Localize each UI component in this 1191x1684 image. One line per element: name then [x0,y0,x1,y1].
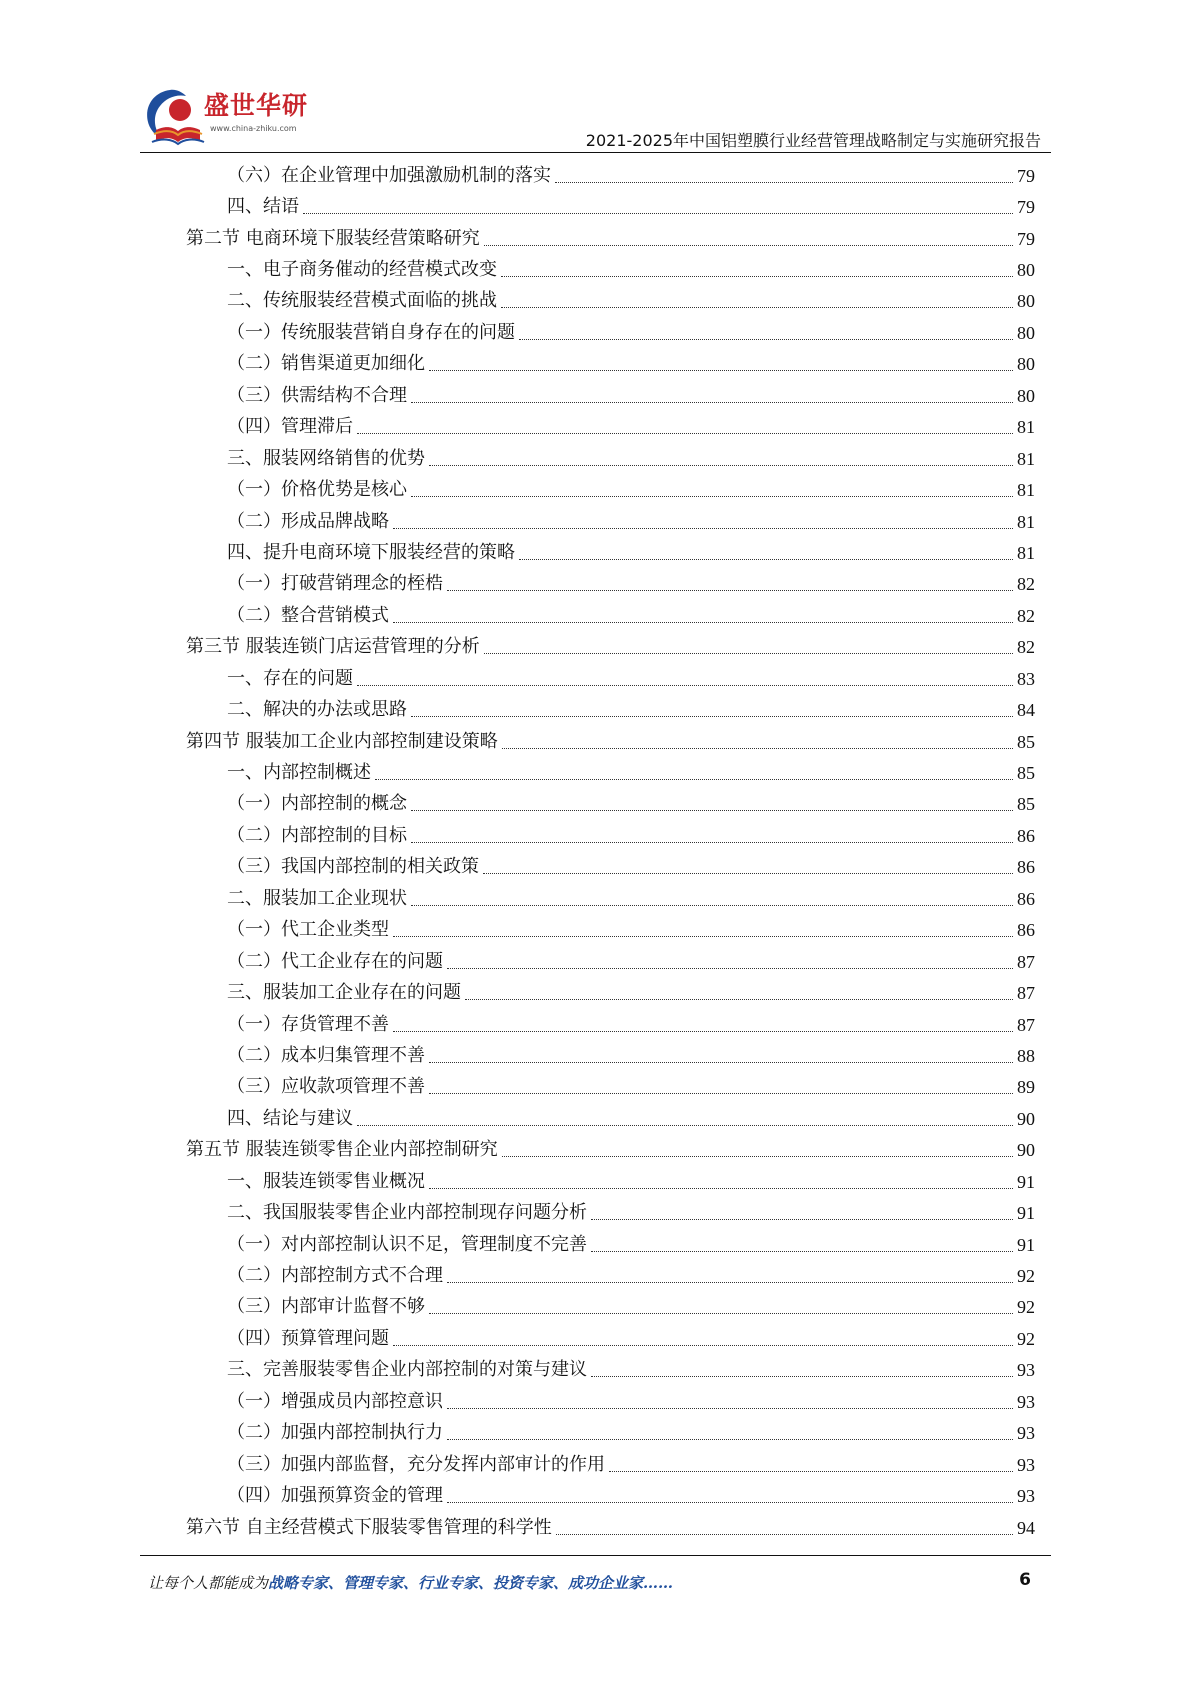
toc-entry[interactable] [0,1260,1035,1291]
toc-entry-title: 三、完善服装零售企业内部控制的对策与建议 [227,1359,587,1381]
toc-entry-page: 91 [1017,1234,1035,1255]
toc-dot-leader [411,809,1013,811]
toc-dot-leader [555,181,1013,183]
toc-entry-title: （六）在企业管理中加强激励机制的落实 [227,164,551,186]
toc-entry-page: 87 [1017,983,1035,1004]
toc-entry[interactable] [0,1103,1035,1134]
toc-dot-leader [357,684,1013,686]
toc-entry-title: （二）形成品牌战略 [227,510,389,532]
toc-entry-title: （四）管理滞后 [227,416,353,438]
toc-dot-leader [447,967,1013,969]
toc-entry[interactable] [0,789,1035,820]
toc-dot-leader [483,872,1013,874]
toc-entry-page: 91 [1017,1203,1035,1224]
header-divider [140,152,1051,153]
report-title: 2021-2025年中国铝塑膜行业经营管理战略制定与实施研究报告 [585,131,1041,150]
toc-entry-page: 86 [1017,857,1035,878]
toc-dot-leader [591,1250,1013,1252]
toc-entry-title: 一、内部控制概述 [227,762,371,784]
book-globe-logo-icon [140,84,206,148]
toc-entry-title: （三）内部审计监督不够 [227,1296,425,1318]
toc-entry[interactable] [0,286,1035,317]
toc-entry-title: 第五节 服装连锁零售企业内部控制研究 [186,1139,498,1161]
toc-entry-title: 第四节 服装加工企业内部控制建设策略 [186,730,498,752]
toc-entry[interactable] [0,883,1035,914]
toc-entry-title: 三、服装网络销售的优势 [227,447,425,469]
toc-entry[interactable] [0,726,1035,757]
toc-dot-leader [393,621,1013,623]
toc-entry-page: 80 [1017,354,1035,375]
toc-entry[interactable] [0,820,1035,851]
toc-entry-title: （二）成本归集管理不善 [227,1044,425,1066]
toc-entry-title: （三）应收款项管理不善 [227,1076,425,1098]
toc-dot-leader [501,275,1013,277]
toc-entry-page: 87 [1017,1014,1035,1035]
toc-entry-title: 一、存在的问题 [227,667,353,689]
toc-entry-title: （一）代工企业类型 [227,919,389,941]
toc-entry-title: （二）加强内部控制执行力 [227,1422,443,1444]
toc-entry[interactable] [0,506,1035,537]
toc-entry-title: 二、传统服装经营模式面临的挑战 [227,290,497,312]
toc-entry[interactable] [0,1009,1035,1040]
toc-entry-page: 79 [1017,165,1035,186]
page-header [0,0,1191,160]
toc-entry[interactable] [0,852,1035,883]
toc-entry[interactable] [0,757,1035,788]
toc-entry-title: 一、电子商务催动的经营模式改变 [227,259,497,281]
toc-dot-leader [357,1124,1013,1126]
brand-name: 盛世华研 [204,91,309,120]
toc-dot-leader [429,1061,1013,1063]
toc-entry[interactable] [0,915,1035,946]
toc-dot-leader [484,652,1013,654]
toc-entry-title: （三）加强内部监督，充分发挥内部审计的作用 [227,1453,605,1475]
toc-dot-leader [411,841,1013,843]
toc-entry-title: 第三节 服装连锁门店运营管理的分析 [186,636,480,658]
toc-entry[interactable] [0,1292,1035,1323]
toc-entry-page: 81 [1017,480,1035,501]
toc-entry-page: 80 [1017,291,1035,312]
toc-entry[interactable] [0,254,1035,285]
toc-dot-leader [411,401,1013,403]
toc-entry-title: 四、提升电商环境下服装经营的策略 [227,541,515,563]
toc-entry[interactable] [0,694,1035,725]
toc-entry[interactable] [0,600,1035,631]
toc-entry-page: 83 [1017,668,1035,689]
toc-entry-title: （三）供需结构不合理 [227,384,407,406]
toc-dot-leader [393,1344,1013,1346]
toc-entry-page: 90 [1017,1108,1035,1129]
toc-dot-leader [556,1533,1013,1535]
toc-dot-leader [484,244,1013,246]
brand-logo [140,84,330,148]
toc-entry[interactable] [0,1512,1035,1543]
toc-entry-page: 94 [1017,1517,1035,1538]
toc-entry-page: 80 [1017,385,1035,406]
toc-dot-leader [411,904,1013,906]
toc-entry-page: 85 [1017,731,1035,752]
footer-slogan-highlight: 战略专家、管理专家、行业专家、投资专家、成功企业家…… [268,1574,674,1592]
footer-divider [140,1555,1051,1556]
toc-dot-leader [393,935,1013,937]
toc-entry-title: （一）内部控制的概念 [227,793,407,815]
toc-entry-page: 82 [1017,605,1035,626]
toc-entry[interactable] [0,317,1035,348]
toc-entry[interactable] [0,569,1035,600]
toc-entry[interactable] [0,1135,1035,1166]
toc-entry-title: （二）销售渠道更加细化 [227,353,425,375]
page-number: 6 [1019,1570,1031,1590]
toc-entry-page: 93 [1017,1360,1035,1381]
toc-dot-leader [609,1470,1013,1472]
toc-dot-leader [411,715,1013,717]
toc-entry[interactable] [0,1386,1035,1417]
toc-entry[interactable] [0,1166,1035,1197]
toc-entry-page: 86 [1017,920,1035,941]
toc-entry[interactable] [0,380,1035,411]
toc-entry-page: 92 [1017,1297,1035,1318]
toc-entry[interactable] [0,1418,1035,1449]
toc-dot-leader [519,558,1013,560]
toc-dot-leader [357,432,1013,434]
toc-entry-title: （一）增强成员内部控意识 [227,1390,443,1412]
toc-entry-title: （二）内部控制的目标 [227,824,407,846]
toc-entry[interactable] [0,946,1035,977]
toc-entry-title: 二、解决的办法或思路 [227,699,407,721]
toc-entry-page: 90 [1017,1140,1035,1161]
footer-slogan [148,1572,673,1593]
toc-entry-page: 89 [1017,1077,1035,1098]
table-of-contents [0,160,1191,1543]
toc-dot-leader [447,589,1013,591]
toc-entry-title: （一）传统服装营销自身存在的问题 [227,321,515,343]
toc-entry[interactable] [0,663,1035,694]
toc-entry-title: 第六节 自主经营模式下服装零售管理的科学性 [186,1516,552,1538]
toc-entry-page: 80 [1017,322,1035,343]
toc-dot-leader [429,1092,1013,1094]
toc-entry-title: （三）我国内部控制的相关政策 [227,856,479,878]
toc-entry[interactable] [0,1449,1035,1480]
toc-entry-title: （一）对内部控制认识不足，管理制度不完善 [227,1233,587,1255]
toc-entry-title: （二）代工企业存在的问题 [227,950,443,972]
toc-dot-leader [447,1501,1013,1503]
toc-entry-title: （二）内部控制方式不合理 [227,1265,443,1287]
toc-entry-page: 81 [1017,511,1035,532]
toc-entry-title: （四）预算管理问题 [227,1327,389,1349]
toc-dot-leader [429,1187,1013,1189]
toc-entry-page: 92 [1017,1266,1035,1287]
toc-entry-page: 86 [1017,888,1035,909]
toc-entry[interactable] [0,223,1035,254]
toc-entry-title: （二）整合营销模式 [227,604,389,626]
toc-entry-page: 93 [1017,1391,1035,1412]
toc-dot-leader [447,1281,1013,1283]
toc-entry[interactable] [0,1072,1035,1103]
toc-entry-page: 85 [1017,763,1035,784]
toc-dot-leader [375,778,1013,780]
toc-entry-title: 四、结论与建议 [227,1107,353,1129]
toc-dot-leader [429,369,1013,371]
toc-dot-leader [501,306,1013,308]
toc-entry[interactable] [0,537,1035,568]
toc-entry[interactable] [0,1480,1035,1511]
toc-entry-page: 93 [1017,1486,1035,1507]
toc-entry[interactable] [0,1229,1035,1260]
toc-dot-leader [411,495,1013,497]
toc-entry-page: 79 [1017,197,1035,218]
toc-dot-leader [429,464,1013,466]
toc-entry-title: （四）加强预算资金的管理 [227,1485,443,1507]
toc-entry-page: 81 [1017,542,1035,563]
toc-entry-page: 92 [1017,1328,1035,1349]
toc-entry-title: 三、服装加工企业存在的问题 [227,982,461,1004]
toc-entry[interactable] [0,1197,1035,1228]
toc-dot-leader [393,1030,1013,1032]
logo-globe-red [169,99,191,121]
toc-entry-page: 87 [1017,951,1035,972]
footer-slogan-prefix: 让每个人都能成为 [148,1574,269,1592]
toc-entry-title: 一、服装连锁零售业概况 [227,1170,425,1192]
toc-entry-title: （一）价格优势是核心 [227,479,407,501]
toc-entry[interactable] [0,977,1035,1008]
toc-entry-page: 82 [1017,637,1035,658]
toc-entry[interactable] [0,1323,1035,1354]
toc-entry-title: （一）打破营销理念的桎梏 [227,573,443,595]
toc-entry[interactable] [0,443,1035,474]
toc-entry-title: 四、结语 [227,196,299,218]
toc-entry[interactable] [0,632,1035,663]
toc-entry-page: 88 [1017,1045,1035,1066]
toc-entry[interactable] [0,474,1035,505]
toc-dot-leader [502,747,1013,749]
toc-entry[interactable] [0,191,1035,222]
toc-entry[interactable] [0,412,1035,443]
toc-entry-page: 91 [1017,1171,1035,1192]
toc-dot-leader [303,212,1013,214]
toc-entry-page: 84 [1017,700,1035,721]
toc-entry-page: 79 [1017,228,1035,249]
toc-dot-leader [393,527,1013,529]
toc-entry-title: 二、服装加工企业现状 [227,887,407,909]
toc-entry[interactable] [0,1040,1035,1071]
toc-entry-page: 86 [1017,825,1035,846]
toc-dot-leader [502,1155,1013,1157]
toc-entry[interactable] [0,160,1035,191]
toc-dot-leader [447,1407,1013,1409]
toc-entry[interactable] [0,1355,1035,1386]
toc-entry-page: 81 [1017,417,1035,438]
toc-entry-title: 第二节 电商环境下服装经营策略研究 [186,227,480,249]
toc-dot-leader [447,1438,1013,1440]
toc-entry-title: 二、我国服装零售企业内部控制现存问题分析 [227,1202,587,1224]
toc-entry-page: 82 [1017,574,1035,595]
toc-entry-page: 93 [1017,1454,1035,1475]
toc-entry-page: 85 [1017,794,1035,815]
toc-entry[interactable] [0,349,1035,380]
toc-dot-leader [429,1312,1013,1314]
toc-entry-page: 93 [1017,1423,1035,1444]
brand-url: www.china-zhiku.com [210,124,297,133]
toc-entry-title: （一）存货管理不善 [227,1013,389,1035]
toc-dot-leader [465,998,1013,1000]
toc-dot-leader [591,1375,1013,1377]
toc-dot-leader [591,1218,1013,1220]
toc-entry-page: 80 [1017,260,1035,281]
toc-dot-leader [519,338,1013,340]
toc-entry-page: 81 [1017,448,1035,469]
